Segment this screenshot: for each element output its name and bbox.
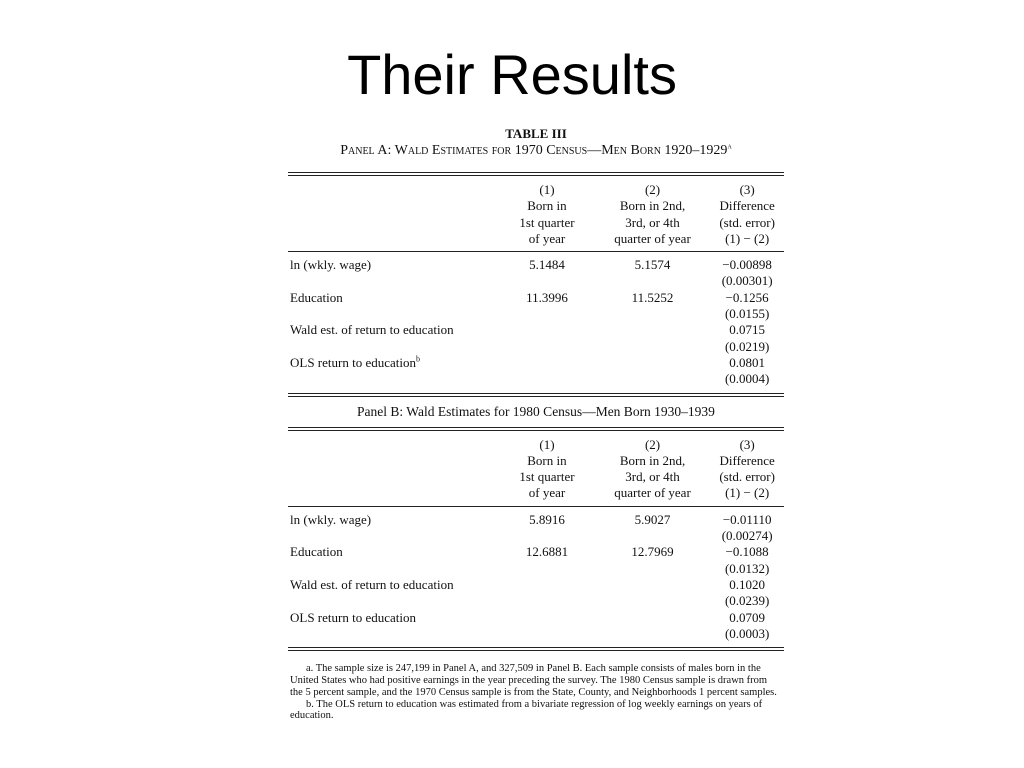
table-caption: TABLE III [505,126,567,141]
col3-value: 0.0709 [729,609,766,625]
row-label: Wald est. of return to education [290,576,454,592]
col1-value [499,610,595,626]
col1-value [499,577,595,593]
row-label: OLS return to education [290,609,416,625]
row-label: ln (wkly. wage) [290,257,372,273]
panel-a-body [288,252,784,392]
col2-value: 12.7969 [631,544,674,560]
col2-value [595,355,711,371]
col3-value: −0.01110 [722,511,772,527]
table-bottom-rule [288,647,784,651]
table-row [288,290,784,306]
panel-b-title: Panel B: Wald Estimates for 1980 Census—Men Born 1930–1939 [357,403,715,419]
table-row [288,322,784,338]
std-error: (0.00301) [721,273,773,289]
table-row-se [288,339,784,355]
col1-value: 11.3996 [526,289,568,305]
row-label: Education [290,289,343,305]
row-label: Wald est. of return to education [290,322,454,338]
col2-value [595,322,711,338]
panel-b-column-headers [288,431,784,506]
std-error: (0.0155) [724,306,770,322]
col2-value: 5.9027 [634,511,671,527]
panel-a-col2-header: (2) Born in 2nd, 3rd, or 4th quarter of year [614,182,691,246]
table-row-se [288,593,784,609]
table-row [288,512,784,528]
col1-value [499,355,595,371]
std-error: (0.0003) [724,625,770,641]
table-row [288,257,784,273]
row-label: OLS return to education$^b$ [290,354,420,370]
std-error: (0.0239) [724,593,770,609]
std-error: (0.00274) [721,528,773,544]
panel-b-col2-header: (2) Born in 2nd, 3rd, or 4th quarter of year [614,436,691,501]
col2-value: 11.5252 [631,289,674,305]
col1-value: 5.1484 [529,257,565,273]
panel-b-body [288,507,784,647]
col2-value [595,610,711,626]
panel-a-col3-header: (3) Difference (std. error) (1) − (2) [719,182,775,246]
col3-value: −0.1256 [725,289,769,305]
panel-b-col1-header: (1) Born in 1st quarter of year [519,436,575,501]
table-row-se [288,626,784,642]
col3-value: −0.00898 [722,257,772,273]
col1-value [499,322,595,338]
panel-a-title [288,142,784,159]
footnote-a: a. The sample size is 247,199 in Panel A, and 327,509 in Panel B. Each sample consists of males born in the United States who had positive earnings in the year preceding the survey. The 1980 Census sample is drawn from the 5 percent sample, and the 1970 Census sample is from the State, County, and Neighborhoods 1 percent samples. [290,663,777,698]
std-error: (0.0219) [724,338,770,354]
table-figure [288,126,784,722]
col3-value: 0.1020 [729,576,766,592]
footnote-marker: b [416,354,420,364]
table-footnotes [288,663,784,722]
col2-value: 5.1574 [634,257,671,273]
table-row-se [288,306,784,322]
panel-a-col1-header: (1) Born in 1st quarter of year [519,182,575,246]
table-row-se [288,528,784,544]
header-spacer [288,182,499,247]
table-row [288,610,784,626]
table-row-se [288,273,784,289]
col2-value [595,577,711,593]
std-error: (0.0004) [724,371,770,387]
panel-a-title-footnote-marker: a [727,141,732,151]
table-row [288,544,784,560]
panel-b-col3-header: (3) Difference (std. error) (1) − (2) [719,436,775,501]
col3-value: 0.0801 [729,354,766,370]
slide-title: Their Results [347,43,677,106]
header-spacer [288,437,499,502]
table-row-se [288,371,784,387]
panel-a-title-text: Panel A: Wald Estimates for 1970 Census—Men Born 1920–1929 [340,143,728,158]
row-label: Education [290,544,343,560]
table-row [288,577,784,593]
table-row-se [288,561,784,577]
table-row [288,355,784,371]
col3-value: −0.1088 [725,544,769,560]
std-error: (0.0132) [724,560,770,576]
col1-value: 12.6881 [525,544,569,560]
panel-a-column-headers [288,176,784,251]
col3-value: 0.0715 [729,322,766,338]
col1-value: 5.8916 [529,511,565,527]
footnote-b: b. The OLS return to education was estimated from a bivariate regression of log weekly earnings on years of education. [290,698,763,722]
row-label: ln (wkly. wage) [290,511,372,527]
